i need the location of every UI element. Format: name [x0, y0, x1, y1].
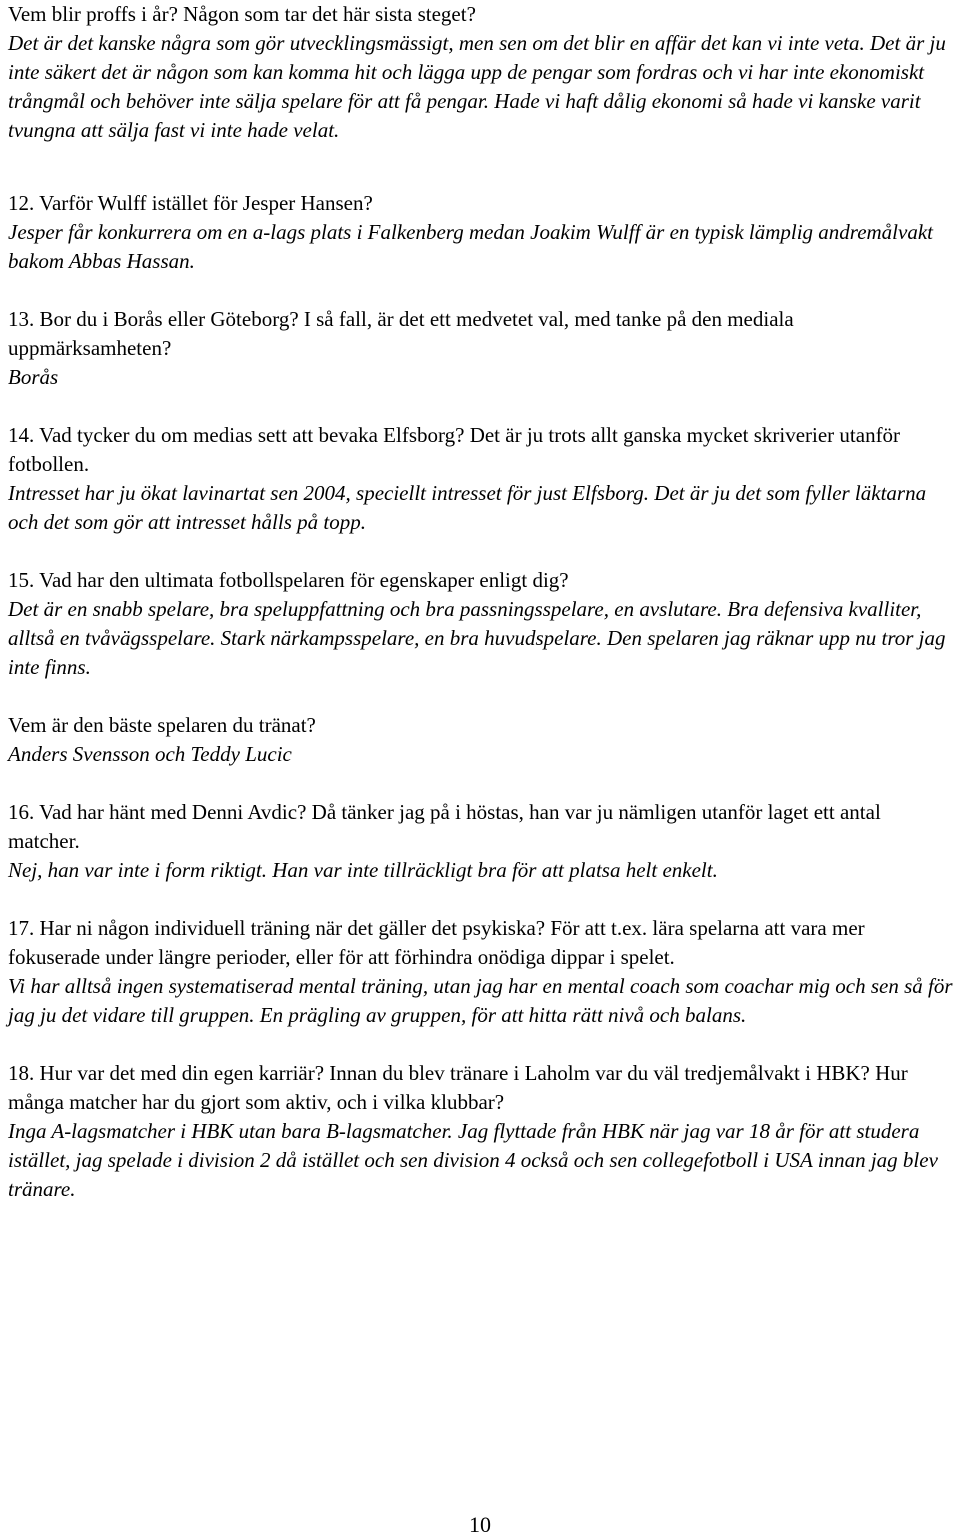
answer-text: Jesper får konkurrera om en a-lags plats i Falkenberg medan Joakim Wulff är en typisk lämplig andremålvakt bakom Abbas Hassan.	[8, 220, 933, 273]
answer-text: Anders Svensson och Teddy Lucic	[8, 742, 292, 766]
qa-section-17	[8, 914, 953, 1030]
answer-text: Nej, han var inte i form riktigt. Han var inte tillräckligt bra för att platsa helt enkelt.	[8, 858, 718, 882]
paragraph-gap	[8, 769, 953, 798]
answer-text: Det är en snabb spelare, bra speluppfattning och bra passningsspelare, en avslutare. Bra defensiva kvalliter, alltså en tvåvägsspelare. Stark närkampsspelare, en bra huvudspelare. Den spelaren jag räknar upp nu tror jag inte finns.	[8, 597, 946, 679]
qa-section-12	[8, 189, 953, 276]
paragraph-gap	[8, 885, 953, 914]
paragraph-gap	[8, 537, 953, 566]
paragraph-gap	[8, 392, 953, 421]
paragraph-gap	[8, 174, 953, 189]
qa-section-14	[8, 421, 953, 537]
question-text: 15. Vad har den ultimata fotbollspelaren för egenskaper enligt dig?	[8, 568, 569, 592]
answer-text: Det är det kanske några som gör utvecklingsmässigt, men sen om det blir en affär det kan vi inte veta. Det är ju inte säkert det är någon som kan komma hit och lägga upp de pengar som fordras och vi har inte ekonomiskt trångmål och behöver inte sälja spelare för att få pengar. Hade vi haft dålig ekonomi så hade vi kanske varit tvungna att sälja fast vi inte hade velat.	[8, 31, 946, 142]
question-text: 18. Hur var det med din egen karriär? Innan du blev tränare i Laholm var du väl tredjemålvakt i HBK? Hur många matcher har du gjort som aktiv, och i vilka klubbar?	[8, 1061, 908, 1114]
qa-section-13	[8, 305, 953, 392]
document-page	[8, 0, 953, 1204]
page-number: 10	[469, 1512, 491, 1537]
qa-section-best-player	[8, 711, 953, 769]
question-text: 14. Vad tycker du om medias sett att bevaka Elfsborg? Det är ju trots allt ganska mycket skriverier utanför fotbollen.	[8, 423, 901, 476]
answer-text: Intresset har ju ökat lavinartat sen 2004, speciellt intresset för just Elfsborg. Det är ju det som fyller läktarna och det som gör att intresset hålls på topp.	[8, 481, 927, 534]
question-text: 16. Vad har hänt med Denni Avdic? Då tänker jag på i höstas, han var ju nämligen utanför laget ett antal matcher.	[8, 800, 881, 853]
qa-section-18	[8, 1059, 953, 1204]
question-text: 13. Bor du i Borås eller Göteborg? I så fall, är det ett medvetet val, med tanke på den mediala uppmärksamheten?	[8, 307, 794, 360]
question-text: 12. Varför Wulff istället för Jesper Hansen?	[8, 191, 373, 215]
question-text: Vem är den bäste spelaren du tränat?	[8, 713, 316, 737]
qa-section-16	[8, 798, 953, 885]
answer-text: Vi har alltså ingen systematiserad mental träning, utan jag har en mental coach som coachar mig och sen så för jag ju det vidare till gruppen. En prägling av gruppen, för att hitta rätt nivå och balans.	[8, 974, 953, 1027]
paragraph-gap	[8, 1030, 953, 1059]
paragraph-gap	[8, 145, 953, 174]
question-text: Vem blir proffs i år? Någon som tar det här sista steget?	[8, 2, 476, 26]
answer-text: Borås	[8, 365, 59, 389]
qa-section-15	[8, 566, 953, 682]
paragraph-gap	[8, 276, 953, 305]
paragraph-gap	[8, 682, 953, 711]
question-text: 17. Har ni någon individuell träning när det gäller det psykiska? För att t.ex. lära spelarna att vara mer fokuserade under längre perioder, eller för att förhindra onödiga dippar i spelet.	[8, 916, 865, 969]
answer-text: Inga A-lagsmatcher i HBK utan bara B-lagsmatcher. Jag flyttade från HBK när jag var 18 år för att studera istället, jag spelade i division 2 då istället och sen division 4 också och sen collegefotboll i USA innan jag blev tränare.	[8, 1119, 938, 1201]
